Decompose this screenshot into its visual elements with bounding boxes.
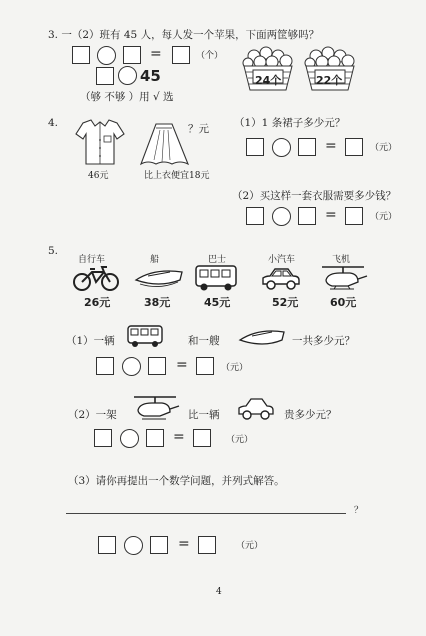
- bus-price: 45元: [204, 296, 231, 309]
- q4-label: 4.: [48, 117, 59, 129]
- q4-2-unit: （元）: [370, 212, 398, 222]
- car-icon: [260, 266, 302, 292]
- q5-sub3: （3）请你再提出一个数学问题，并列式解答。: [68, 475, 285, 487]
- helicopter-icon: [130, 394, 180, 422]
- q4-2-box-2[interactable]: [298, 207, 316, 225]
- equals-sign: =: [150, 46, 162, 62]
- q5-sub1-b: 和一艘: [188, 335, 220, 347]
- q5-3-box-3[interactable]: [198, 536, 216, 554]
- car-name: 小汽车: [268, 255, 296, 265]
- shirt-icon: [75, 118, 125, 166]
- equals-sign: =: [325, 207, 337, 223]
- q5-2-box-3[interactable]: [193, 429, 211, 447]
- q5-sub1-c: 一共多少元？: [292, 335, 355, 347]
- q5-2-unit: （元）: [226, 435, 254, 445]
- bicycle-price: 26元: [84, 296, 111, 309]
- basket-right-count: 22个: [316, 74, 343, 87]
- q5-sub2-c: 贵多少元？: [284, 409, 337, 421]
- boat-icon: [134, 266, 186, 290]
- car-price: 52元: [272, 296, 299, 309]
- answer-line[interactable]: [66, 513, 346, 514]
- q5-sub1-a: （1）一辆: [66, 335, 115, 347]
- boat-icon: [238, 326, 288, 350]
- q3-operator-circle[interactable]: [97, 46, 116, 65]
- equals-sign: =: [325, 138, 337, 154]
- q3-header: 3. 一（2）班有 45 人，每人发一个苹果，下面两筐够吗？: [48, 29, 320, 41]
- boat-price: 38元: [144, 296, 171, 309]
- q5-1-circle[interactable]: [122, 357, 141, 376]
- bicycle-icon: [72, 266, 120, 292]
- bicycle-name: 自行车: [78, 255, 106, 265]
- q3-choice-line: （够 不够 ）用 √ 选: [80, 91, 174, 103]
- basket-left-count: 24个: [255, 74, 282, 87]
- page-number: 4: [216, 587, 222, 597]
- q4-2-circle[interactable]: [272, 207, 291, 226]
- q4-1-circle[interactable]: [272, 138, 291, 157]
- skirt-price-mark: ？元: [188, 123, 209, 135]
- q3-answer-box-1[interactable]: [72, 46, 90, 64]
- q5-3-box-2[interactable]: [150, 536, 168, 554]
- equals-sign: =: [176, 357, 188, 373]
- bus-icon: [194, 264, 238, 292]
- car-icon: [236, 396, 276, 422]
- q4-2-box-3[interactable]: [345, 207, 363, 225]
- shirt-price: 46元: [88, 171, 109, 181]
- q4-sub1: （1）1 条裙子多少元？: [234, 117, 346, 129]
- q5-sub2-b: 比一辆: [188, 409, 220, 421]
- q5-3-circle[interactable]: [124, 536, 143, 555]
- q5-sub2-a: （2）一架: [68, 409, 117, 421]
- q5-1-box-1[interactable]: [96, 357, 114, 375]
- q3-answer-box-2[interactable]: [123, 46, 141, 64]
- helicopter-icon: [318, 264, 368, 292]
- q4-1-box-2[interactable]: [298, 138, 316, 156]
- q5-1-box-3[interactable]: [196, 357, 214, 375]
- q5-3-question-mark: ？: [354, 506, 364, 516]
- q5-3-unit: （元）: [236, 541, 264, 551]
- q5-2-box-2[interactable]: [146, 429, 164, 447]
- q5-1-box-2[interactable]: [148, 357, 166, 375]
- q5-1-unit: （元）: [221, 363, 249, 373]
- plane-price: 60元: [330, 296, 357, 309]
- boat-name: 船: [150, 255, 160, 265]
- q3-compare-box[interactable]: [96, 67, 114, 85]
- plane-name: 飞机: [332, 255, 351, 265]
- q3-answer-box-3[interactable]: [172, 46, 190, 64]
- q4-2-box-1[interactable]: [246, 207, 264, 225]
- q4-1-unit: （元）: [370, 143, 398, 153]
- q4-1-box-1[interactable]: [246, 138, 264, 156]
- q5-2-circle[interactable]: [120, 429, 139, 448]
- q5-2-box-1[interactable]: [94, 429, 112, 447]
- skirt-note: 比上衣便宜18元: [144, 171, 210, 181]
- q3-unit: （个）: [196, 51, 224, 61]
- bus-name: 巴士: [208, 255, 227, 265]
- q5-label: 5.: [48, 245, 59, 257]
- q4-sub2: （2）买这样一套衣服需要多少钱？: [232, 190, 397, 202]
- q3-given-number: 45: [140, 67, 161, 85]
- bus-icon: [126, 324, 164, 348]
- equals-sign: =: [173, 429, 185, 445]
- equals-sign: =: [178, 536, 190, 552]
- q5-3-box-1[interactable]: [98, 536, 116, 554]
- q3-compare-circle[interactable]: [118, 66, 137, 85]
- skirt-icon: [140, 122, 190, 168]
- q4-1-box-3[interactable]: [345, 138, 363, 156]
